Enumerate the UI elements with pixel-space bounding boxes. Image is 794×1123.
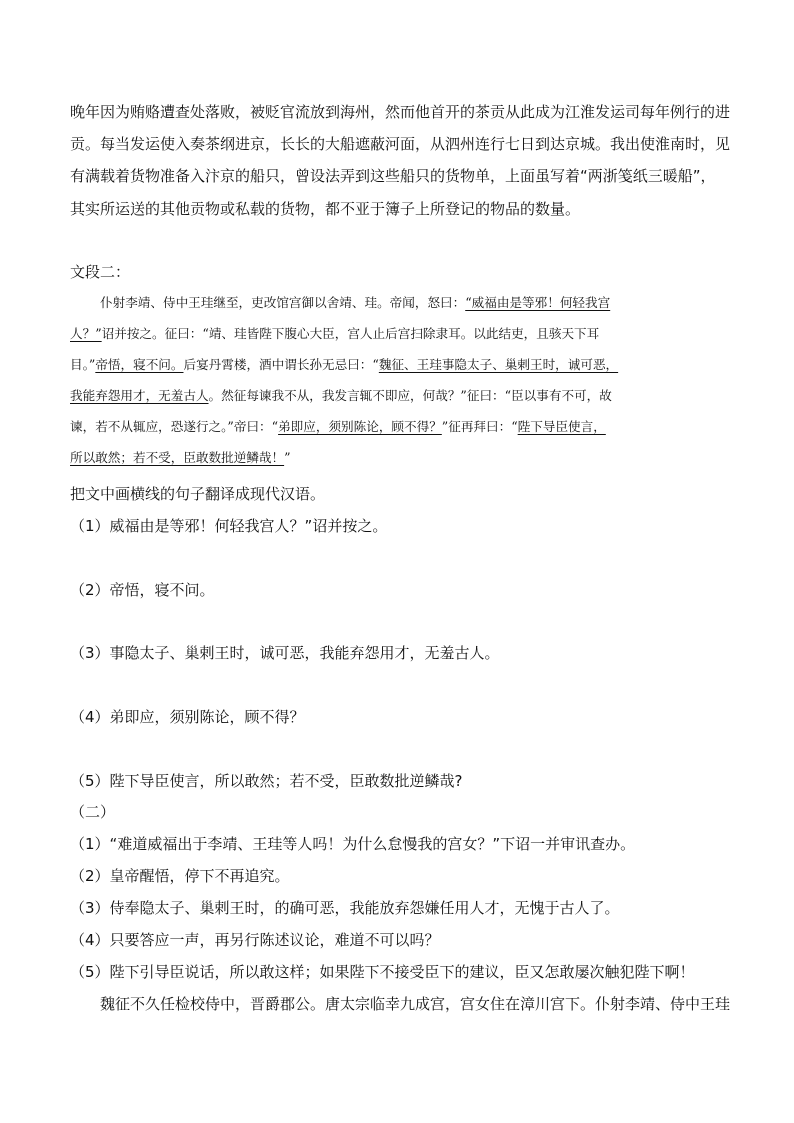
question-4: （4）弟即应，须别陈论，顾不得？	[70, 708, 305, 726]
answer-5: （5）陛下引导臣说话，所以敢这样；如果陛下不接受臣下的建议，臣又怎敢屡次触犯陛下啊！	[70, 963, 695, 981]
underlined-sentence: 我能弃怨用才，无羞古人	[70, 388, 209, 403]
underlined-sentence: 陛下导臣使言，	[517, 419, 606, 434]
passage-line-5	[70, 418, 606, 436]
top-paragraph-line-4: 其实所运送的其他贡物或私载的货物，都不亚于簿子上所登记的物品的数量。	[70, 200, 581, 218]
passage-text: ”	[284, 450, 291, 465]
passage-text: 诏并按之。征曰：“靖、珪皆陛下腹心大臣，宫人止后宫扫除隶耳。以此结吏，且骇天下耳	[101, 326, 600, 341]
passage-text: ”征再拜曰：“	[441, 419, 518, 434]
instruction: 把文中画横线的句子翻译成现代汉语。	[70, 485, 326, 503]
passage-text: 。然征每谏我不从，我发言辄不即应，何哉？”征曰：“臣以事有不可，故	[208, 388, 612, 403]
closing-paragraph-line: 魏征不久任检校侍中，晋爵郡公。唐太宗临幸九成宫，宫女住在漳川宫下。仆射李靖、侍中王珪	[100, 995, 731, 1013]
passage-line-3	[70, 356, 618, 374]
answers-heading: （二）	[70, 803, 116, 821]
underlined-sentence: 所以敢然；若不受，臣敢数批逆鳞哉！	[70, 450, 285, 465]
question-5: （5）陛下导臣使言，所以敢然；若不受，臣敢数批逆鳞哉?	[70, 772, 463, 790]
question-3: （3）事隐太子、巢剌王时，诚可恶，我能弃怨用才，无羞古人。	[70, 644, 500, 662]
top-paragraph-line-3: 有满载着货物准备入汴京的船只，曾设法弄到这些船只的货物单，上面虽写着“两浙笺纸三暖船”，	[70, 167, 716, 185]
top-paragraph-line-2: 贡。每当发运使入奏茶纲进京，长长的大船遮蔽河面，从泗州连行七日到达京城。我出使淮南时，见	[70, 135, 731, 153]
passage-line-6	[70, 449, 291, 467]
underlined-sentence: 人？”	[70, 326, 102, 341]
passage-line-4	[70, 387, 612, 405]
answer-2: （2）皇帝醒悟，停下不再追究。	[70, 867, 290, 885]
passage-line-2	[70, 325, 599, 343]
section-heading: 文段二：	[70, 263, 131, 281]
underlined-sentence: 魏征、王珪事隐太子、巢剌王时，诚可恶，	[378, 357, 619, 372]
underlined-sentence: 帝悟，寝不问。	[95, 357, 184, 372]
question-1: （1）威福由是等邪！何轻我宫人？”诏并按之。	[70, 517, 388, 535]
passage-text: 仆射李靖、侍中王珪继至，吏改馆宫御以舍靖、珪。帝闻，怒曰：	[100, 295, 466, 310]
answer-4: （4）只要答应一声，再另行陈述议论，难道不可以吗？	[70, 931, 440, 949]
top-paragraph-line-1: 晚年因为贿赂遭查处落败，被贬官流放到海州，然而他首开的茶贡从此成为江淮发运司每年例行的进	[70, 103, 731, 121]
passage-line-1	[70, 294, 610, 312]
passage-text: 谏，若不从辄应，恐遂行之。”帝曰：“	[70, 419, 279, 434]
passage-text: 后宴丹霄楼，酒中谓长孙无忌曰：“	[183, 357, 379, 372]
answer-1: （1）“难道威福出于李靖、王珪等人吗！为什么怠慢我的宫女？”下诏一并审讯查办。	[70, 835, 636, 853]
answer-3: （3）侍奉隐太子、巢剌王时，的确可恶，我能放弃怨嫌任用人才，无愧于古人了。	[70, 899, 620, 917]
underlined-sentence: 弟即应，须别陈论，顾不得？	[278, 419, 442, 434]
question-2: （2）帝悟，寝不问。	[70, 581, 215, 599]
underlined-sentence: “威福由是等邪！何轻我宫	[465, 295, 611, 310]
passage-text: 目。”	[70, 357, 96, 372]
